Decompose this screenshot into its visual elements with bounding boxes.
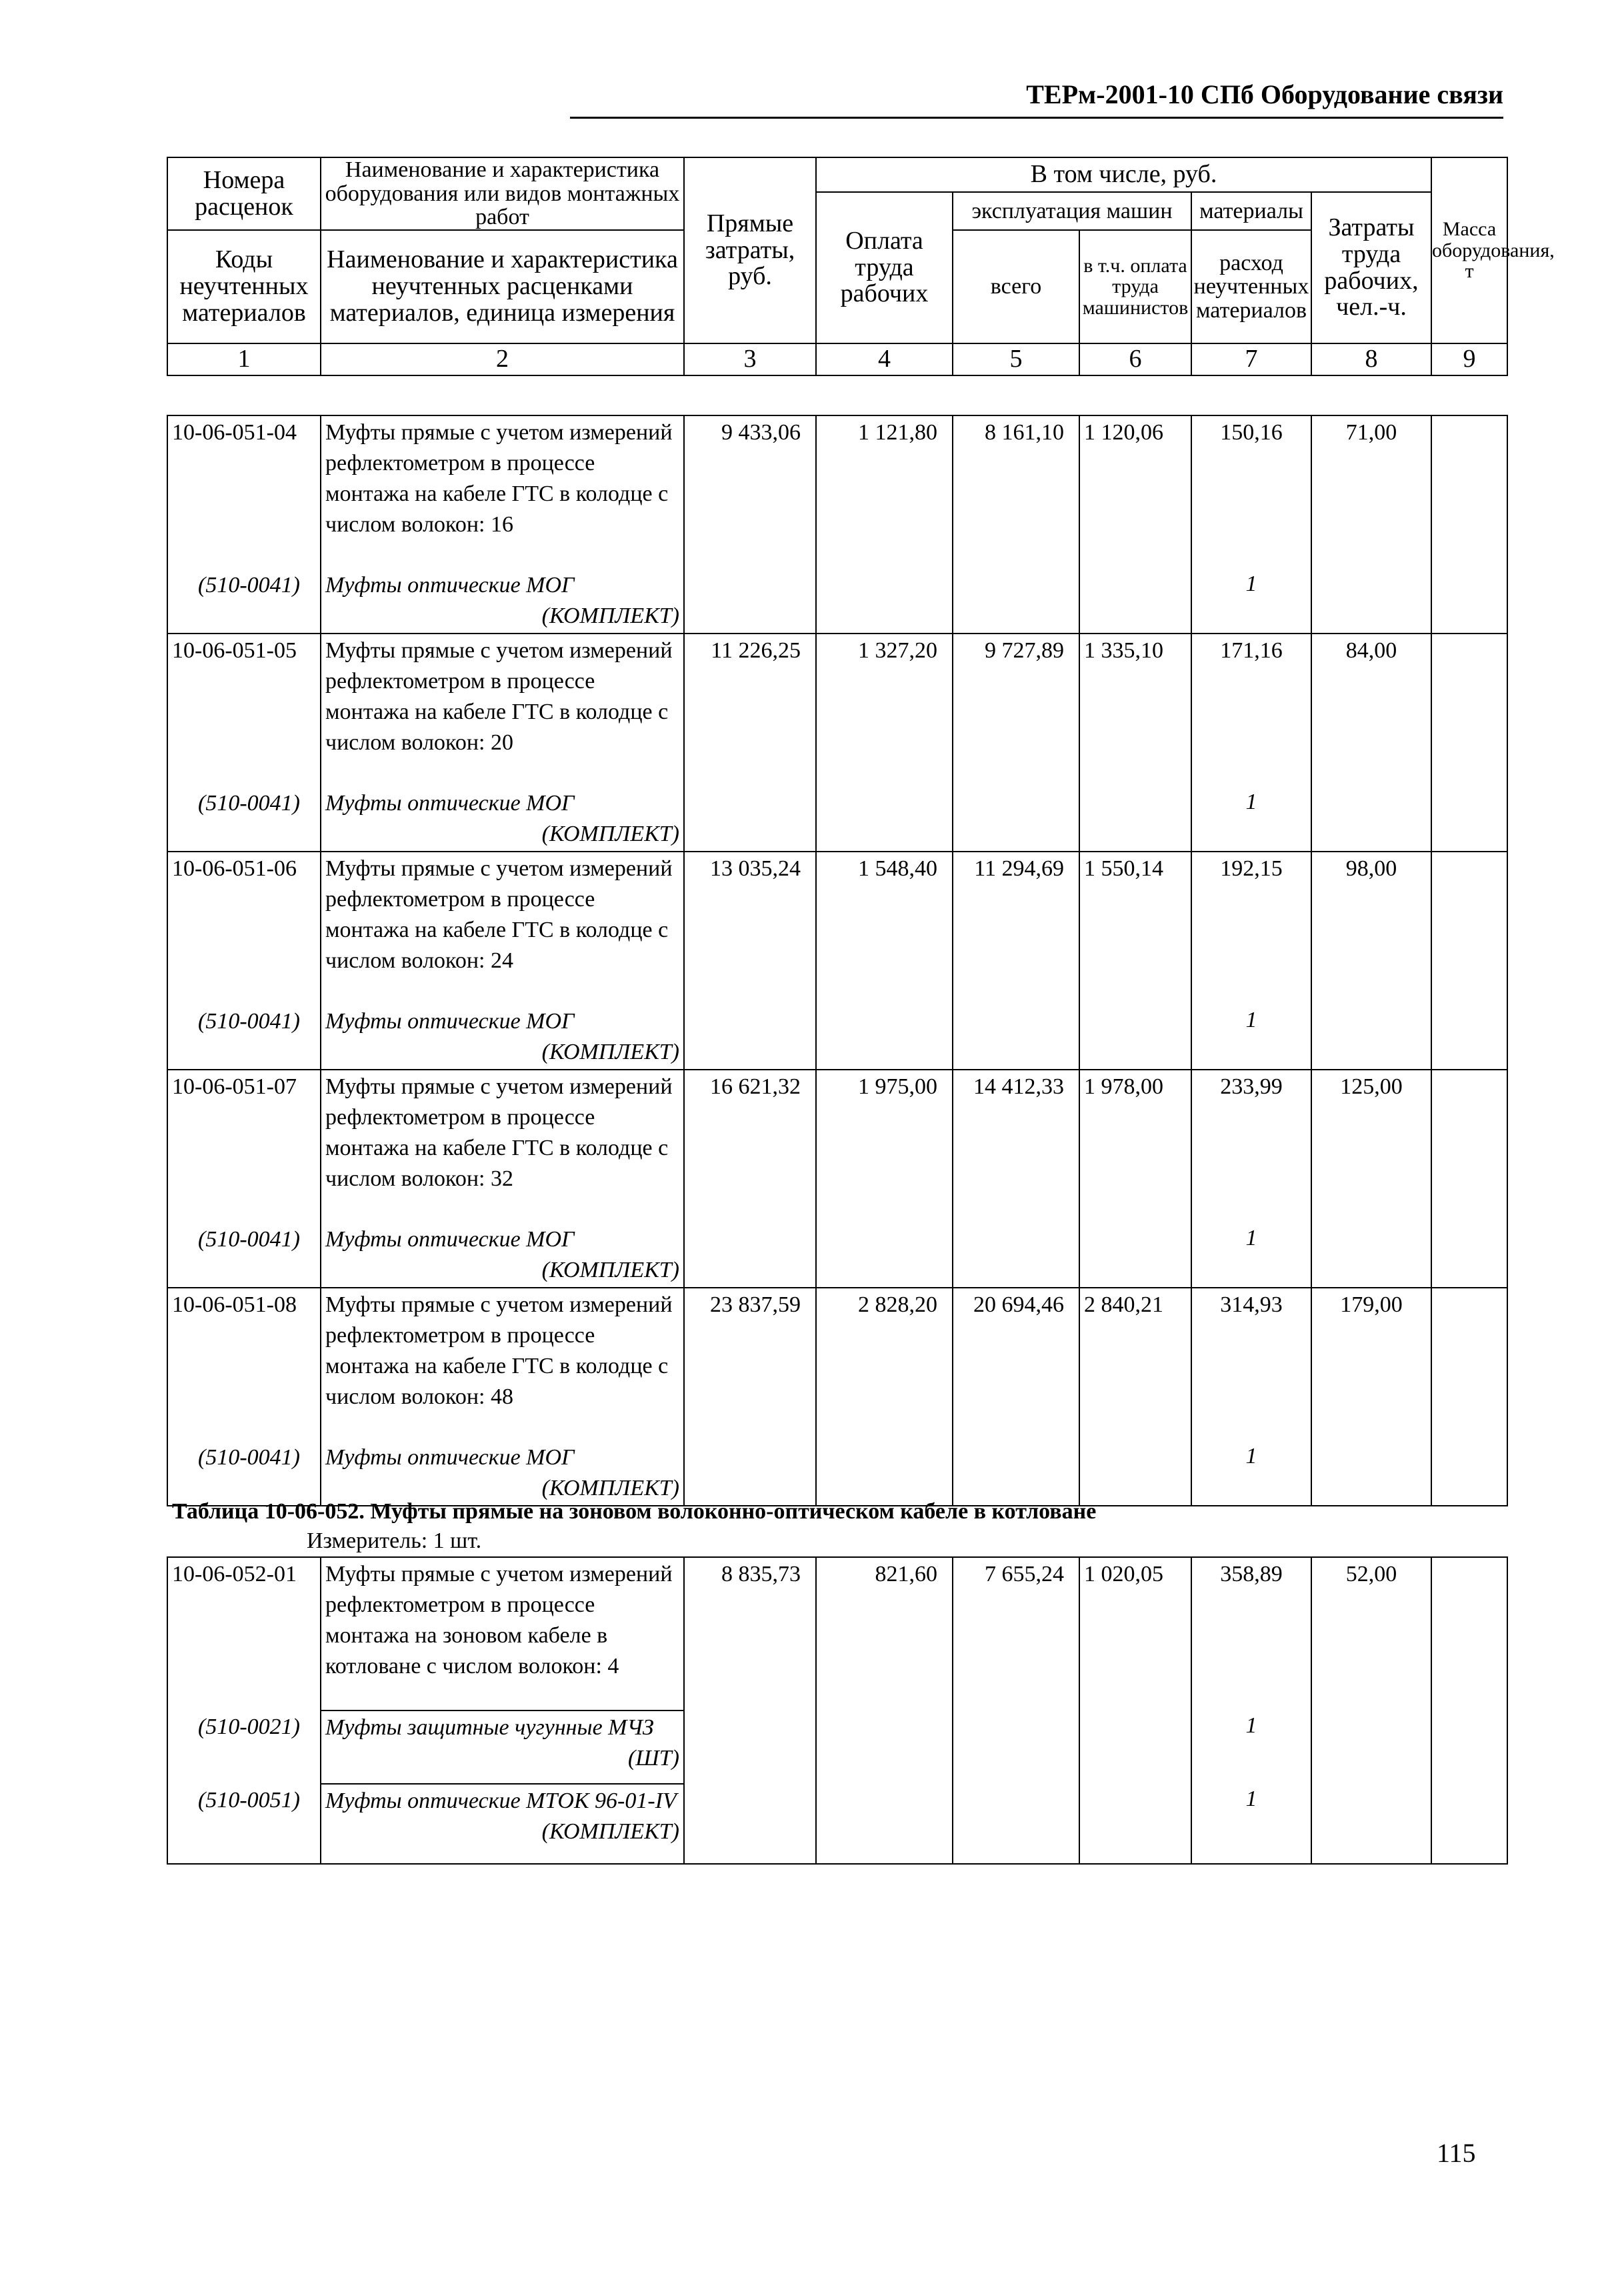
material-name: Муфты оптические МОГ (325, 573, 575, 598)
column-number: 9 (1431, 343, 1507, 375)
work-description: Муфты прямые с учетом измерений рефлектометром в процессе монтажа на кабеле ГТС в колодце с числом волокон: 32 (321, 1070, 684, 1223)
mass-cell (1431, 1070, 1507, 1223)
machinists-pay: 2 840,21 (1079, 1288, 1191, 1441)
mass-cell (1431, 852, 1507, 1005)
table-row (167, 415, 1507, 569)
material-unit: (КОМПЛЕКТ) (541, 604, 679, 628)
rate-code: 10-06-051-07 (167, 1070, 321, 1223)
mass-cell (1431, 415, 1507, 569)
material-unit: (КОМПЛЕКТ) (541, 822, 679, 846)
rate-code: 10-06-051-04 (167, 415, 321, 569)
machinists-pay: 1 120,06 (1079, 415, 1191, 569)
material-unit: (КОМПЛЕКТ) (541, 1258, 679, 1282)
labor-pay: 2 828,20 (816, 1288, 953, 1441)
mass-cell (1431, 1288, 1507, 1441)
table-row (167, 1557, 1507, 1711)
header-machines-total: всего (953, 230, 1079, 343)
machines-total: 20 694,46 (953, 1288, 1079, 1441)
direct-costs: 9 433,06 (684, 415, 816, 569)
labor-hours: 71,00 (1311, 415, 1431, 569)
material-code: (510-0041) (167, 787, 321, 852)
material-quantity: 1 (1191, 1711, 1311, 1784)
header-codes: Номера расценок (167, 157, 321, 230)
table-row (167, 1288, 1507, 1441)
material-unit: (ШТ) (627, 1746, 679, 1771)
measure-unit: Измеритель: 1 шт. (307, 1528, 482, 1553)
direct-costs: 13 035,24 (684, 852, 816, 1005)
column-number: 6 (1079, 343, 1191, 375)
work-description: Муфты прямые с учетом измерений рефлектометром в процессе монтажа на кабеле ГТС в колодце с числом волокон: 20 (321, 634, 684, 787)
material-code: (510-0051) (167, 1784, 321, 1864)
material-row (167, 1784, 1507, 1864)
machinists-pay: 1 978,00 (1079, 1070, 1191, 1223)
material-code: (510-0041) (167, 569, 321, 634)
material-unit: (КОМПЛЕКТ) (541, 1476, 679, 1500)
work-description: Муфты прямые с учетом измерений рефлектометром в процессе монтажа на кабеле ГТС в колодце с числом волокон: 16 (321, 415, 684, 569)
material-row (167, 1223, 1507, 1288)
machines-total: 14 412,33 (953, 1070, 1079, 1223)
header-direct-costs: Прямые затраты, руб. (684, 157, 816, 343)
machines-total: 8 161,10 (953, 415, 1079, 569)
labor-hours: 84,00 (1311, 634, 1431, 787)
machines-total: 9 727,89 (953, 634, 1079, 787)
work-description: Муфты прямые с учетом измерений рефлектометром в процессе монтажа на кабеле ГТС в колодце с числом волокон: 48 (321, 1288, 684, 1441)
material-quantity: 1 (1191, 1005, 1311, 1070)
direct-costs: 16 621,32 (684, 1070, 816, 1223)
labor-hours: 98,00 (1311, 852, 1431, 1005)
labor-pay: 1 975,00 (816, 1070, 953, 1223)
material-unit: (КОМПЛЕКТ) (541, 1819, 679, 1844)
machines-total: 7 655,24 (953, 1557, 1079, 1711)
rate-code: 10-06-051-06 (167, 852, 321, 1005)
labor-hours: 52,00 (1311, 1557, 1431, 1711)
materials-cost: 150,16 (1191, 415, 1311, 569)
material-code: (510-0041) (167, 1441, 321, 1506)
materials-cost: 233,99 (1191, 1070, 1311, 1223)
mass-cell (1431, 634, 1507, 787)
materials-cost: 171,16 (1191, 634, 1311, 787)
rates-table-051 (167, 415, 1508, 1506)
header-materials-consumption: расход неучтенных материалов (1191, 230, 1311, 343)
machinists-pay: 1 550,14 (1079, 852, 1191, 1005)
materials-cost: 314,93 (1191, 1288, 1311, 1441)
rate-code: 10-06-051-08 (167, 1288, 321, 1441)
rate-code: 10-06-051-05 (167, 634, 321, 787)
mass-cell (1431, 1557, 1507, 1711)
material-name: Муфты оптические МТОК 96-01-IV (325, 1789, 677, 1813)
material-quantity: 1 (1191, 569, 1311, 634)
machinists-pay: 1 335,10 (1079, 634, 1191, 787)
materials-cost: 192,15 (1191, 852, 1311, 1005)
header-machinists-pay: в т.ч. оплата труда машинистов (1079, 230, 1191, 343)
direct-costs: 23 837,59 (684, 1288, 816, 1441)
column-number: 1 (167, 343, 321, 375)
labor-pay: 1 121,80 (816, 415, 953, 569)
material-quantity: 1 (1191, 787, 1311, 852)
work-description: Муфты прямые с учетом измерений рефлектометром в процессе монтажа на зоновом кабеле в котловане с числом волокон: 4 (321, 1557, 684, 1711)
table-title: Таблица 10-06-052. Муфты прямые на зоновом волоконно-оптическом кабеле в котловане (172, 1499, 1097, 1524)
material-name: Муфты оптические МОГ (325, 1227, 575, 1252)
rates-table-052 (167, 1556, 1508, 1865)
material-unit: (КОМПЛЕКТ) (541, 1040, 679, 1064)
work-description: Муфты прямые с учетом измерений рефлектометром в процессе монтажа на кабеле ГТС в колодце с числом волокон: 24 (321, 852, 684, 1005)
direct-costs: 8 835,73 (684, 1557, 816, 1711)
column-number: 5 (953, 343, 1079, 375)
direct-costs: 11 226,25 (684, 634, 816, 787)
header-labor-hours: Затраты труда рабочих, чел.-ч. (1311, 192, 1431, 343)
material-row (167, 787, 1507, 852)
header-work-name: Наименование и характеристика оборудования или видов монтажных работ (321, 157, 684, 230)
header-including: В том числе, руб. (816, 157, 1431, 192)
header-labor-pay: Оплата труда рабочих (816, 192, 953, 343)
table-row (167, 634, 1507, 787)
material-name: Муфты оптические МОГ (325, 1445, 575, 1470)
column-number: 2 (321, 343, 684, 375)
labor-pay: 1 327,20 (816, 634, 953, 787)
header-materials-group: материалы (1191, 192, 1311, 230)
labor-hours: 179,00 (1311, 1288, 1431, 1441)
page-number: 115 (1437, 2138, 1476, 2168)
machinists-pay: 1 020,05 (1079, 1557, 1191, 1711)
labor-pay: 821,60 (816, 1557, 953, 1711)
labor-pay: 1 548,40 (816, 852, 953, 1005)
rate-code: 10-06-052-01 (167, 1557, 321, 1711)
material-name: Муфты защитные чугунные МЧЗ (325, 1715, 654, 1740)
materials-cost: 358,89 (1191, 1557, 1311, 1711)
labor-hours: 125,00 (1311, 1070, 1431, 1223)
column-header-table (167, 157, 1555, 376)
material-name: Муфты оптические МОГ (325, 791, 575, 816)
table-row (167, 852, 1507, 1005)
material-code: (510-0021) (167, 1711, 321, 1784)
material-code: (510-0041) (167, 1223, 321, 1288)
material-name: Муфты оптические МОГ (325, 1009, 575, 1034)
header-machines-group: эксплуатация машин (953, 192, 1191, 230)
material-quantity: 1 (1191, 1223, 1311, 1288)
header-material-codes: Коды неучтенных материалов (167, 230, 321, 343)
column-number: 7 (1191, 343, 1311, 375)
material-code: (510-0041) (167, 1005, 321, 1070)
column-number: 3 (684, 343, 816, 375)
material-quantity: 1 (1191, 1441, 1311, 1506)
material-row (167, 1441, 1507, 1506)
header-mass: Масса оборудования, т (1431, 157, 1507, 343)
document-header-title: ТЕРм-2001-10 СПб Оборудование связи (1026, 79, 1503, 109)
column-number: 4 (816, 343, 953, 375)
material-row (167, 1711, 1507, 1784)
machines-total: 11 294,69 (953, 852, 1079, 1005)
column-number: 8 (1311, 343, 1431, 375)
material-row (167, 569, 1507, 634)
material-row (167, 1005, 1507, 1070)
material-quantity: 1 (1191, 1784, 1311, 1864)
header-material-name: Наименование и характеристика неучтенных расценками материалов, единица измерения (321, 230, 684, 343)
table-row (167, 1070, 1507, 1223)
header-rule (570, 117, 1503, 119)
